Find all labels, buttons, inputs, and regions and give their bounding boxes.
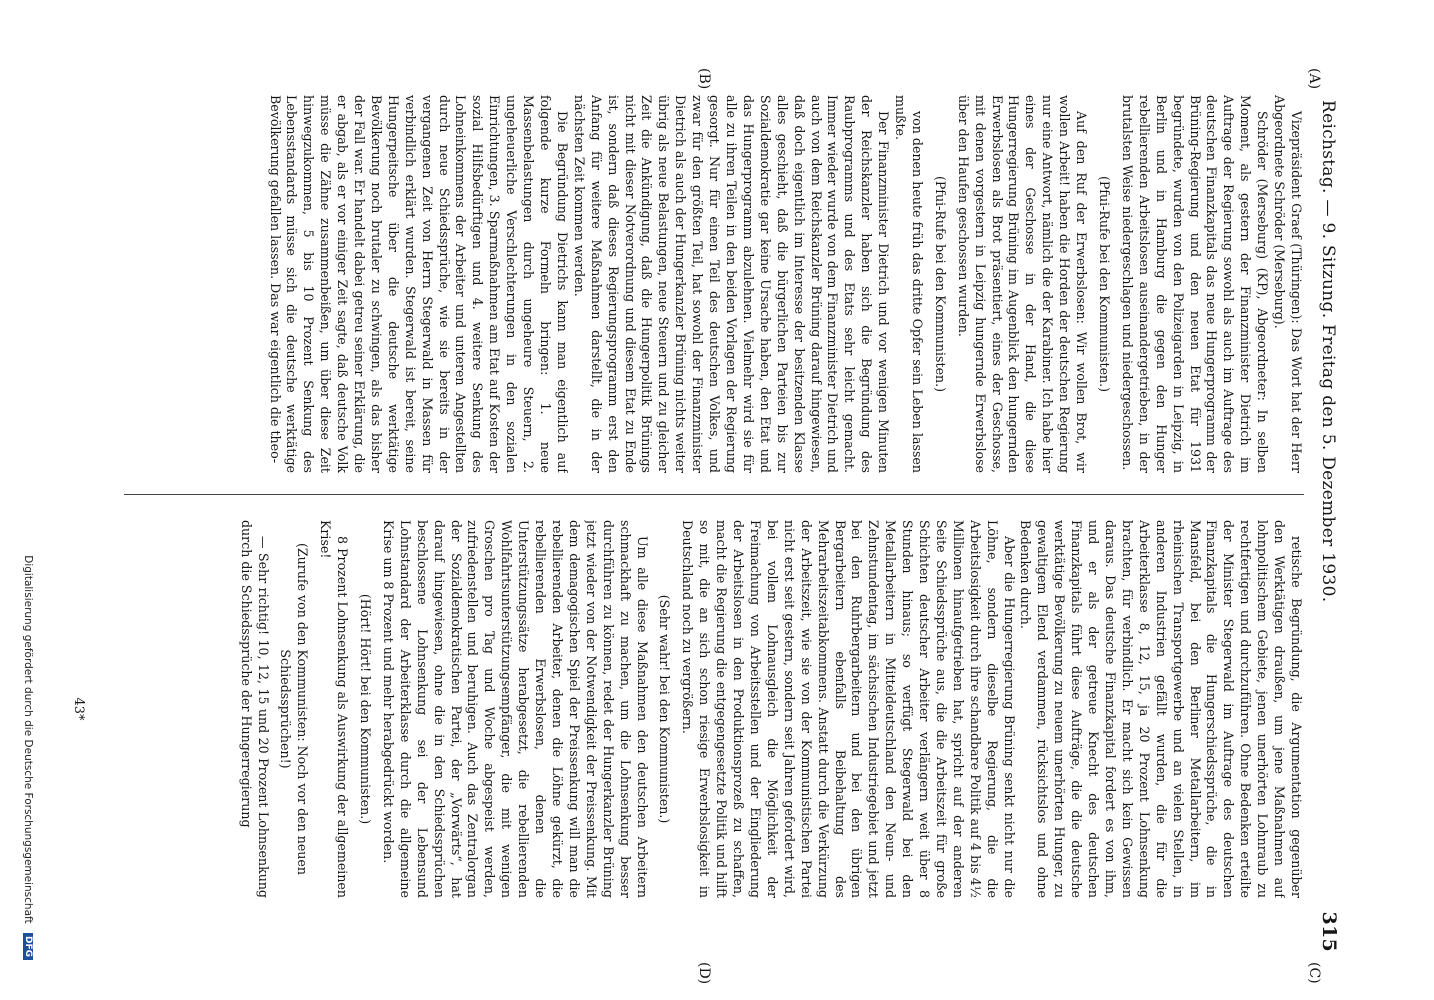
margin-marker-d: (D): [696, 962, 712, 985]
paragraph: Schröder (Merseburg) (KP), Abgeordneter: In selben Moment, als gestern der Finanzminister Dietrich im Auftrage der Regierung sowohl als auch im Auftrage des deutschen Finanzkapitals das neue Hungerprogramm der Brüning-Regierung und den neuen Etat für 1931 begründete, wurden von den Polizeigarden in Leipzig, in Berlin und in Hamburg die gegen den Hunger rebellierenden Arbeitslosen auseinandergetrieben, in der brutalsten Weise niedergeschlagen und niedergeschossen.: [1119, 95, 1271, 473]
paragraph: Die Begründung Dietrichs kann man eigentlich auf folgende kurze Formeln bringen: 1. neue Massenbelastungen durch ungeheure Steuern, 2. ungeheuerliche Verschlechterungen in den sozialen Einrichtungen, 3. Sparmaßnahmen am Etat auf Kosten der sozial Hilfsbedürftigen und 4. weitere Senkung des Lohneinkommens der Arbeiter und unteren Angestellten durch neue Schiedssprüche, wie sie bereits in der vergangenen Zeit von Herrn Stegerwald in Massen für verbindlich erklärt wurden. Stegerwald ist bereit, seine Hungerpeitsche über die deutsche werktätige Bevölkerung noch brutaler zu schwingen, als das bisher der Fall war. Er handelt dabei getreu seiner Erklärung, die er abgab, als er vor einiger Zeit sagte, daß deutsche Volk müsse die Zähne zusammenbeißen, um über diese Zeit hinwegzukommen, 5 bis 10 Prozent Senkung des Lebensstandards müsse sich die deutsche werktätige Bevölkerung gefallen lassen. Das war eigentlich die theo-: [267, 95, 570, 473]
paragraph: 8 Prozent Lohnsenkung als Auswirkung der allgemeinen Krise!: [318, 520, 351, 898]
dfg-logo-icon: DFG: [23, 933, 33, 960]
column-divider: [124, 494, 1304, 495]
signature-mark: 43*: [71, 697, 86, 721]
paragraph: von denen heute früh das dritte Opfer sein Leben lassen mußte.: [893, 95, 925, 473]
page-number: 315: [1318, 911, 1340, 952]
interjection: (Hört! Hört! bei den Kommunisten.): [358, 593, 374, 825]
paragraph: Der Finanzminister Dietrich und vor wenigen Minuten der Reichskanzler haben sich die Begründung des Raubprogramms und des Etats sehr leicht gemacht. Immer wieder wurde von dem Finanzminister Dietrich und auch von dem Reichskanzler Brüning darauf hingewiesen, daß doch eigentlich im Interesse der besitzenden Klasse alles geschieht, daß die bürgerlichen Parteien bis zur Sozialdemokratie gar keine Ursache haben, den Etat und das Hungerprogramm abzulehnen. Vielmehr wird sie für alle zu ihren Teilen in den beiden Vorlagen der Regierung gesorgt. Nur für einen Teil des deutschen Volkes, und zwar für den größten Teil, hat sowohl der Finanzminister Dietrich als auch der Hungerkanzler Brüning nichts weiter übrig als neue Belastungen, neue Steuern und zu gleicher Zeit die Ankündigung, daß die Hungerpolitik Brünings nicht mit dieser Notverordnung und diesem Etat zu Ende ist, sondern daß dieses Regierungsprogramm erst den Anfang für weitere Maßnahmen darstellt, die in der nächsten Zeit kommen werden.: [571, 95, 892, 473]
interjection: (Sehr wahr! bei den Kommunisten.): [657, 594, 673, 824]
digitization-credit: [22, 0, 34, 960]
right-column: [134, 520, 1304, 898]
paragraph: Auf den Ruf der Erwerbslosen: Wir wollen Brot, wir wollen Arbeit! haben die Horden der deutschen Regierung nur eine Antwort, nämlich die der Karabiner. Ich habe hier eines der Geschosse in der Hand, die diese Hungerregierung Brüning im Augenblick den hungernden Erwerbslosen als Brot präsentiert, eines der Geschosse, mit denen vorgestern in Leipzig hungernde Erwerbslose über den Haufen geschossen wurden.: [955, 95, 1090, 473]
margin-marker-c: (C): [1306, 962, 1322, 984]
paragraph: Vizepräsident Graef (Thüringen): Das Wort hat der Herr Abgeordnete Schröder (Merseburg).: [1272, 95, 1304, 473]
interjection: (Pfui-Rufe bei den Kommunisten.): [932, 175, 948, 393]
interjection: (Zurufe von den Kommunisten: Noch vor den neuen Schiedssprüchen!): [278, 543, 311, 875]
margin-marker-a: (A): [1306, 68, 1322, 90]
interjection: (Pfui-Rufe bei den Kommunisten.): [1097, 175, 1113, 393]
paragraph: retische Begründung, die Argumentation gegenüber den Werktätigen draußen, um jene Maßnahmen auf lohnpolitischem Gebiete, jenen unerhörten Lohnraub zu rechtfertigen und durchzuführen. Ohne Bedenken erteilte der Minister Stegerwald im Auftrage des deutschen Finanzkapitals die Hungerschiedssprüche, die in Mansfeld, bei den Berliner Metallarbeitern, im rheinischen Transportgewerbe und an vielen Stellen, in anderen Industrien gefällt wurden, die für die Arbeiterklasse 8, 12, 15, ja 20 Prozent Lohnsenkung brachten, für verbindlich. Er macht sich kein Gewissen daraus. Das deutsche Finanzkapital fordert es von ihm, und er als der getreue Knecht des deutschen Finanzkapitals führt diese Aufträge, die die deutsche werktätige Bevölkerung zu neuem unerhörten Hunger, zu gewaltigem Elend verdammen, rücksichtslos und ohne Bedenken durch.: [1018, 520, 1304, 898]
left-column: [134, 95, 1304, 473]
page-header-title: Reichstag. — 9. Sitzung. Freitag den 5. Dezember 1930.: [1318, 100, 1338, 603]
paragraph: Um alle diese Maßnahmen den deutschen Arbeitern schmackhaft zu machen, um die Lohnsenkung besser durchführen zu können, redet der Hungerkanzler Brüning jetzt wieder von der Notwendigkeit der Preissenkung. Mit dem demagogischen Spiel der Preissenkung will man die rebellierenden Arbeiter, denen die Löhne gekürzt, die rebellierenden Erwerbslosen, denen die Unterstützungssätze herabgesetzt, die rebellierenden Wohlfahrtsunterstützungsempfänger, die mit wenigen Groschen pro Tag und Woche abgespeist werden, zufriedenstellen und beruhigen. Auch das Zentralorgan der Sozialdemokratischen Partei, der „Vorwärts“, hat darauf hingewiesen, ohne die in den Schiedssprüchen beschlossene Lohnsenkung sei der Lebensund Lohnstandard der Arbeiterklasse durch die allgemeine Krise um 8 Prozent und mehr herabgedrückt worden.: [380, 520, 650, 898]
paragraph: — Sehr richtig! 10, 12, 15 und 20 Prozent Lohnsenkung durch die Schiedssprüche der Hungerregierung: [238, 520, 271, 898]
credit-text: Digitalisierung gefördert durch die Deutsche Forschungsgemeinschaft: [22, 555, 34, 924]
page-header: [1318, 100, 1354, 952]
paragraph: Aber die Hungerregierung Brüning senkt nicht nur die Löhne, sondern dieselbe Regierung, die die Arbeitslosigkeit durch ihre schandbare Politik auf 4 bis 4½ Millionen hinaufgetrieben hat, spricht auf der anderen Seite Schiedssprüche aus, die die Arbeitszeit für große Schichten deutscher Arbeiter verlängern weit über 8 Stunden hinaus; so verfügt Stegerwald bei den Metallarbeitern in Mitteldeutschland den Neun- und Zehnstundentag, im sächsischen Industriegebiet und jetzt bei den Ruhrbergarbeitern und bei den übrigen Bergarbeitern ebenfalls Beibehaltung des Mehrarbeitszeitabkommens. Anstatt durch die Verkürzung der Arbeitszeit, wie sie von der Kommunistischen Partei nicht erst seit gestern, sondern seit Jahren gefordert wird, bei vollem Lohnausgleich die Möglichkeit der Freimachung von Arbeitsstellen und der Eingliederung der Arbeitslosen in den Produktionsprozeß zu schaffen, macht die Regierung die entgegengesetzte Politik und hilft so mit, die an sich schon riesige Erwerbslosigkeit in Deutschland noch zu vergrößern.: [680, 520, 1017, 898]
margin-marker-b: (B): [696, 68, 712, 90]
